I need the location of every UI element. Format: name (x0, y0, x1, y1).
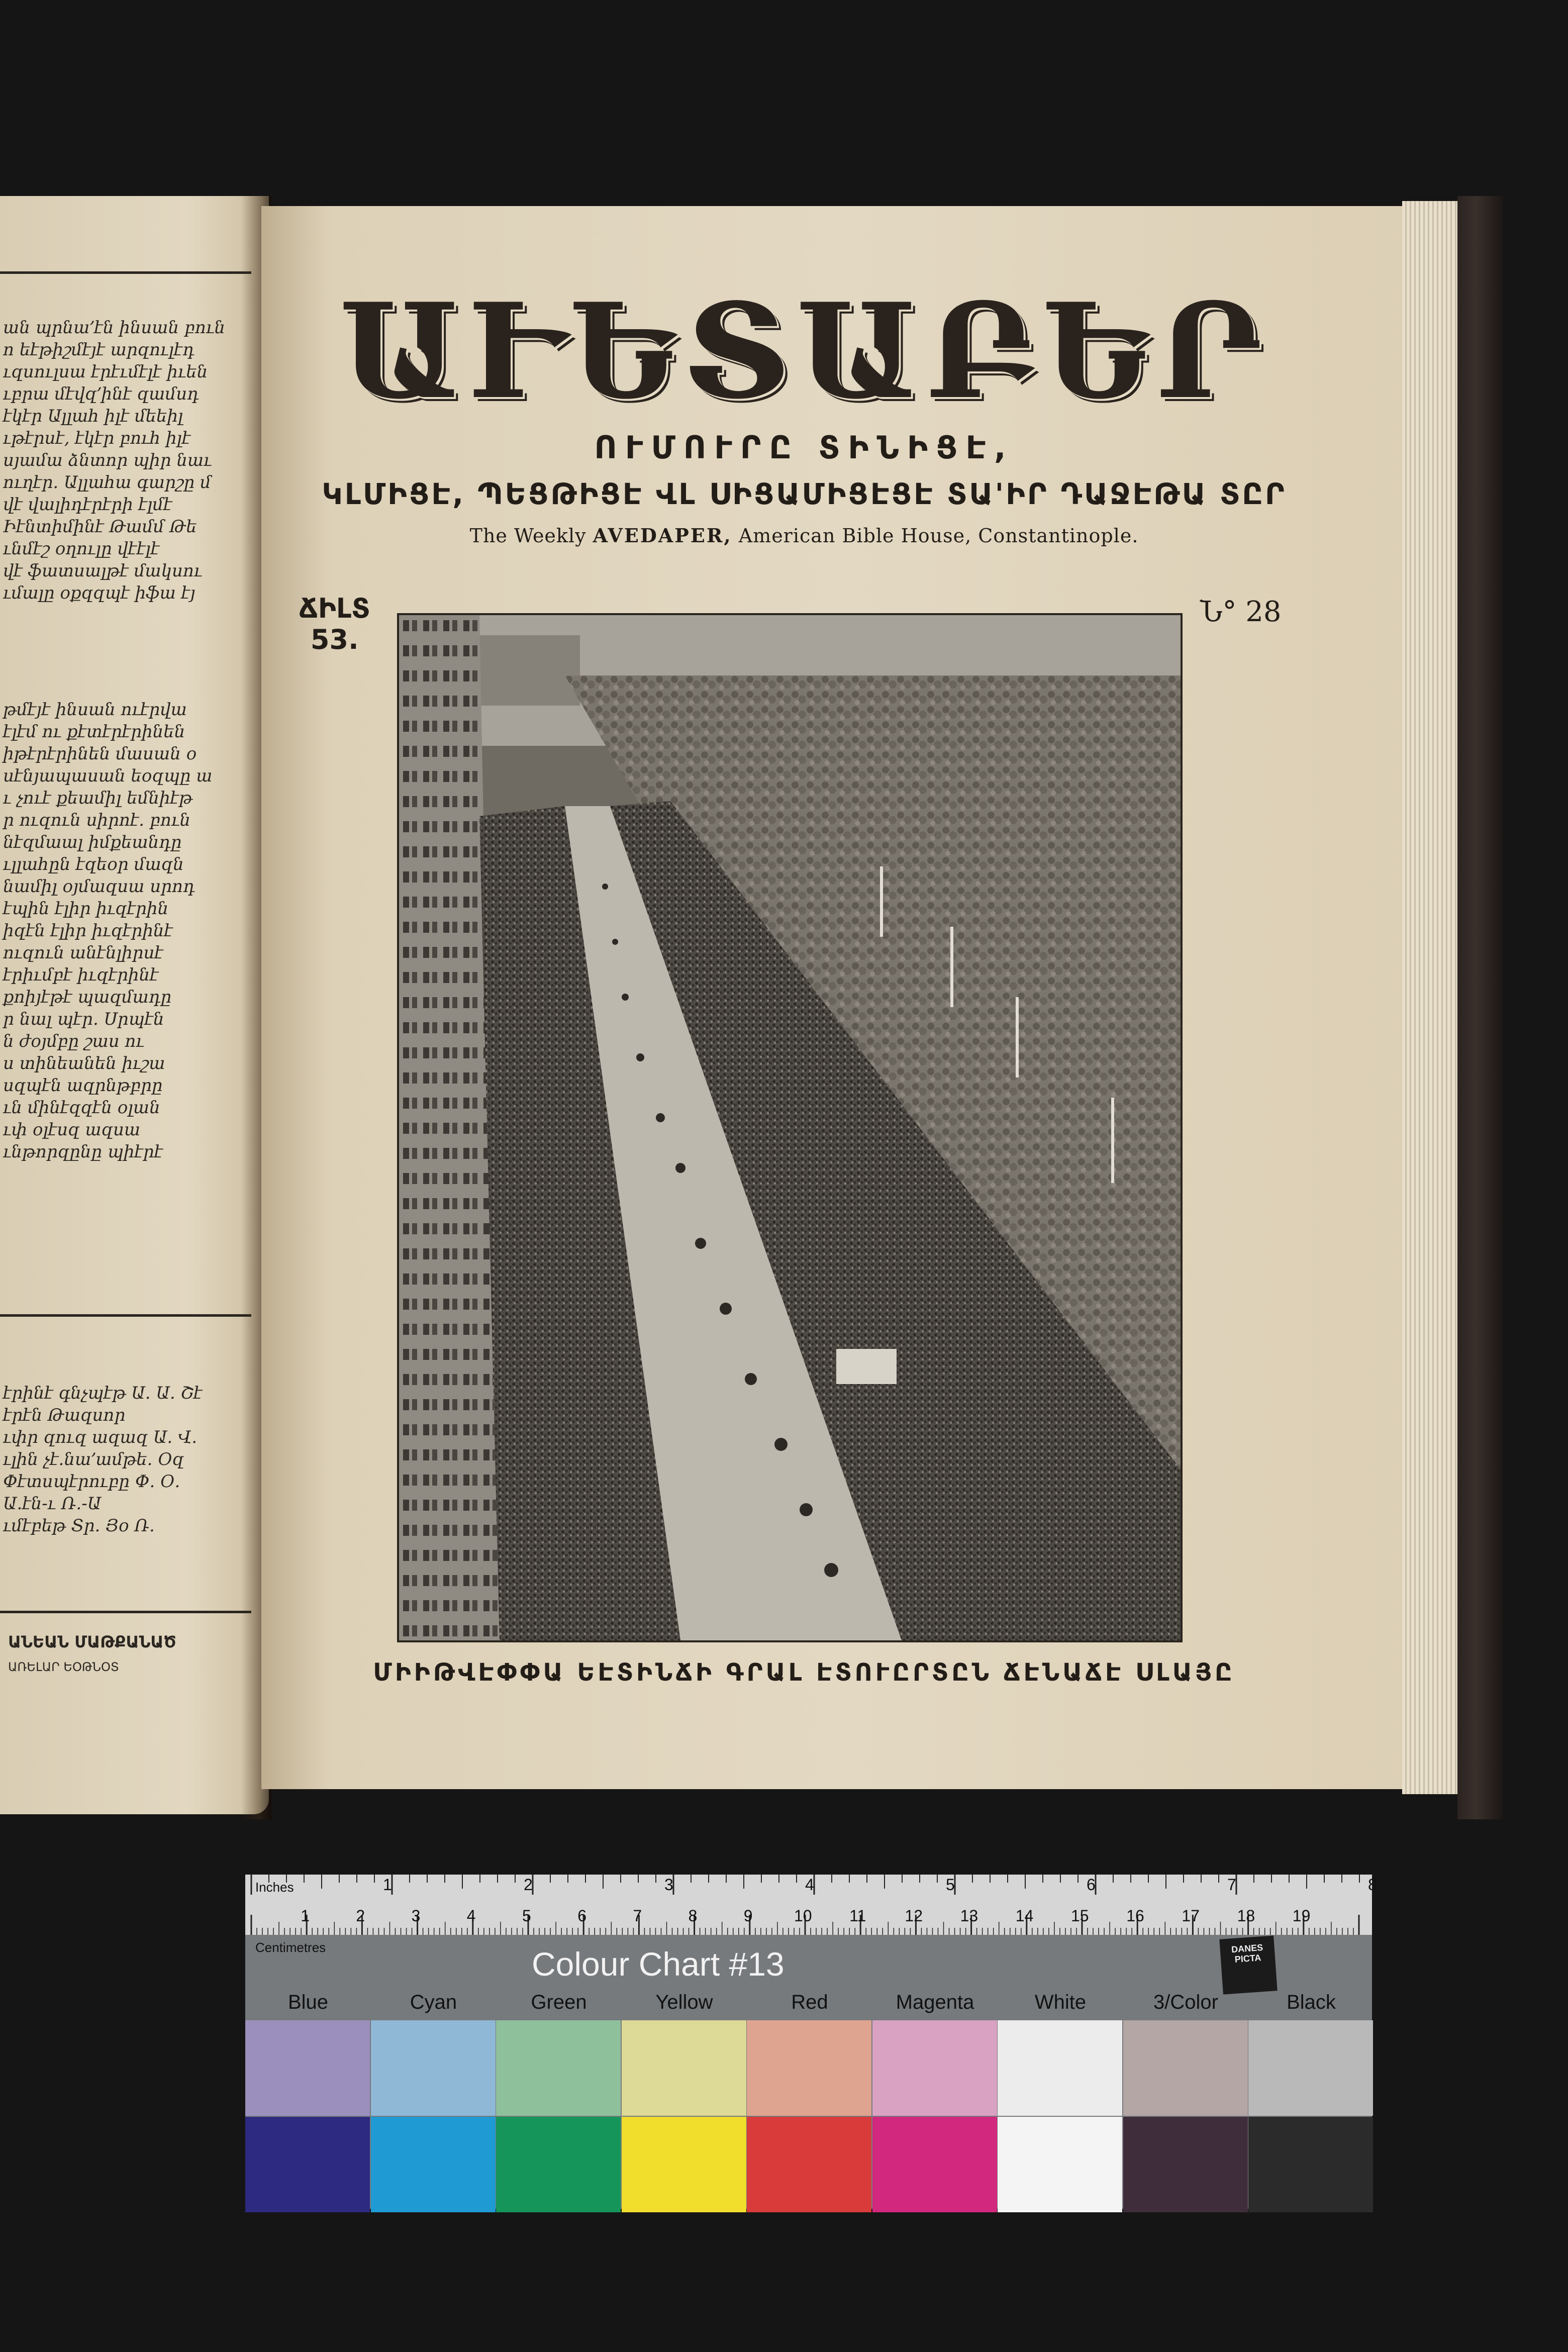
photo-caption: ՄԻԻԹՎԷՓՓԱ ԵԷՏԻՆՃԻ ԳՐԱԼ ԷՏՈՒԸՐՏԸՆ ՃԷՆԱՃԷ ՍԼԱՅԸ (373, 1658, 1235, 1687)
swatch-label-white: White (1034, 1991, 1087, 2013)
ruler-cm-number: 12 (905, 1907, 923, 1925)
left-page-text-line: էկէր Ալլահ իլէ մեեիլ (3, 406, 183, 426)
colour-chart-title: Colour Chart #13 (532, 1945, 785, 1983)
left-page-text-line: էրինէ գնչպէթ Ա. Ա. Շէ (3, 1383, 203, 1403)
left-page-text-line: իզէն էլիր իւզէրինէ (3, 921, 173, 941)
left-page-rule (0, 271, 251, 274)
swatch-label-black: Black (1287, 1991, 1336, 2013)
swatch-label-3-color: 3/Color (1153, 1991, 1218, 2013)
swatch-labels (245, 1991, 1372, 2016)
left-page-text-line: Իէնտիմինէ Թամմ Թե (3, 517, 197, 537)
ruler-cm-number: 8 (688, 1907, 698, 1925)
left-page-rule (0, 1314, 251, 1317)
ruler-cm-number: 4 (466, 1907, 476, 1925)
left-page-footer-heading: ԱՆԵԱՆ ՄԱԹՔԱՆԱԾ (8, 1632, 176, 1651)
ruler-cm-number: 10 (794, 1907, 812, 1925)
masthead (302, 275, 1307, 547)
left-page-text-line: ո եէթիշմէյէ արզուլէդ (3, 340, 194, 360)
left-page-text-line: ն ժօյմբը շաս ու (3, 1031, 144, 1051)
left-page-text-line: ւնմէշ օղուլը վէէլէ (3, 539, 160, 559)
swatch-tint (1123, 2020, 1248, 2116)
volume-word: ՃԻԼՏ (299, 593, 370, 624)
ruler-cm-number: 16 (1126, 1907, 1144, 1925)
procession-photo-drawing (399, 615, 1181, 1640)
masthead-english-suffix: American Bible House, Constantinople. (738, 525, 1139, 547)
left-page-text-line: էրէն Թազսոր (3, 1405, 126, 1425)
masthead-title: ԱՒԵՏԱԲԵՐ (339, 275, 1269, 428)
left-page-text-line: ւն մինէզզէն օլան (3, 1098, 160, 1118)
masthead-english-name: AVEDAPER, (593, 524, 732, 547)
left-page-text-line: ւմէբեթ Տր. Յօ Ռ. (3, 1516, 155, 1536)
ruler-cm-number: 3 (411, 1907, 421, 1925)
left-page-text-line: նէզմաալ իմքեանդը (3, 832, 182, 852)
ruler-inch-number: 4 (805, 1876, 814, 1894)
left-page-text-line: ւփր զուզ ազազ Ա. Վ. (3, 1427, 198, 1447)
left-page-text-line: վէ վալիդէրէրի էլմէ (3, 495, 172, 515)
left-page-text-line: ւ չուէ քեամիլ եմնիէթ (3, 788, 192, 808)
left-page (0, 196, 269, 1814)
left-page-text-line: ս տինեանեն իւշա (3, 1053, 165, 1073)
swatch-solid (496, 2117, 621, 2212)
ruler-inch-number: 2 (524, 1876, 533, 1894)
ruler-cm-number: 11 (849, 1907, 866, 1925)
ruler-cm-number: 5 (522, 1907, 531, 1925)
ruler-cm-number: 7 (633, 1907, 642, 1925)
swatch-solid (747, 2117, 871, 2212)
swatch-tint (1248, 2020, 1373, 2116)
left-page-text-line: ւզսուլսա էրէւմէլէ իւեն (3, 362, 208, 382)
left-page-text-line: քոիյէթէ պազմադը (3, 987, 172, 1007)
left-page-text-line: սյամա ձնտոր պիր նաւ (3, 450, 212, 470)
ruler-cm-number: 17 (1182, 1907, 1200, 1925)
swatch-tint (872, 2020, 997, 2116)
volume-label (299, 593, 370, 655)
left-page-text-line: ւմալը օքզզպէ իֆա էյ (3, 583, 195, 603)
ruler-inch-number: 3 (664, 1876, 673, 1894)
left-page-text-line: սէնյապասան եօզպը ա (3, 766, 213, 786)
book-spine (1457, 196, 1503, 1819)
ruler-cm-label: Centimetres (255, 1940, 326, 1955)
left-page-text-line: ւթէրսէ, էկէր բուհ իլէ (3, 428, 191, 448)
swatch-label-blue: Blue (287, 1991, 329, 2013)
left-page-text-line: իթէրէրինեն մասան օ (3, 744, 197, 764)
swatch-tint (622, 2020, 746, 2116)
swatch-tint (245, 2020, 370, 2116)
ruler-inch-number: 1 (383, 1876, 392, 1894)
left-page-footer-sub: ԱՌԵԼԱՐ ԵՕԹՆՕՏ (8, 1660, 119, 1674)
left-page-text-line: ւլին չէ.նա՚ամթե. Օզ (3, 1449, 184, 1469)
left-page-text-line: էլէմ ու քէտէրէրինեն (3, 722, 185, 742)
masthead-subtitle-1: ՈՒՄՈՒՐԸ ՏԻՆԻՑԷ, (594, 429, 1014, 466)
ruler-inch-number: 6 (1087, 1876, 1096, 1894)
left-page-text-line: ւփ օլէսզ ազսա (3, 1120, 141, 1140)
page-edges (1402, 201, 1462, 1794)
ruler-cm-number: 13 (960, 1907, 978, 1925)
left-page-rule (0, 1611, 251, 1613)
swatch-tint (371, 2020, 496, 2116)
left-page-text-line: ւբրա մէվզ՚ինէ զամսդ (3, 384, 199, 404)
swatch-tint (998, 2020, 1122, 2116)
left-page-text-middle (0, 699, 254, 1163)
left-page-text-line: ր ուզուն սիրոէ. բուն (3, 810, 191, 830)
left-page-text-top (0, 317, 254, 604)
swatch-label-cyan: Cyan (410, 1991, 457, 2013)
masthead-english-prefix: The Weekly (469, 525, 586, 547)
ruler-cm-number: 2 (356, 1907, 365, 1925)
masthead-subtitle-2: ԿԼՄԻՑԷ, ՊԵՑԹԻՑԷ ՎԼ ՍԻՑԱՄԻՑԷՑԷ ՏԱ'ԻՐ ԴԱՋԷԹԱ ՏԸՐ (322, 477, 1287, 511)
left-page-text-line: ւլլահըն էզեօր մազն (3, 854, 184, 874)
ruler-cm-number: 19 (1292, 1907, 1311, 1925)
ruler-cm-number: 18 (1237, 1907, 1255, 1925)
swatch-label-yellow: Yellow (655, 1991, 713, 2013)
swatch-label-green: Green (531, 1991, 587, 2013)
ruler-cm-number: 1 (301, 1907, 310, 1925)
swatch-solid (998, 2117, 1122, 2212)
ruler-cm-number: 15 (1071, 1907, 1089, 1925)
left-page-text-line: ան պրնա՚էն ինսան բուն (3, 318, 226, 338)
left-page-text-line: սզպէն ազրնթբրը (3, 1075, 163, 1096)
left-page-text-line: էրիւմբէ իւզէրինէ (3, 965, 159, 985)
swatch-solid (1248, 2117, 1373, 2212)
left-page-text-line: թմէյէ ինսան ուէրվա (3, 700, 187, 720)
swatch-solid (872, 2117, 997, 2212)
ruler-inch-number: 8 (1368, 1876, 1377, 1894)
ruler-cm-number: 14 (1015, 1907, 1034, 1925)
volume-number: 53. (310, 624, 359, 655)
procession-photo (397, 613, 1183, 1642)
left-page-text-line: ուղէր. Ալլահա գարշը մ (3, 472, 211, 493)
issue-number: Ն° 28 (1200, 596, 1282, 628)
left-page-text-line: ւնթորզընը պիէրէ (3, 1142, 163, 1162)
left-page-text-line: նամիլ օյմազսա սրոդ (3, 876, 195, 897)
swatch-tint (496, 2020, 621, 2116)
swatch-solid (371, 2117, 496, 2212)
ruler-inch-number: 7 (1227, 1876, 1236, 1894)
colour-chart (245, 1875, 1377, 2209)
ruler-cm-number: 6 (577, 1907, 586, 1925)
left-page-text-line: վէ ֆատսալթէ մակսու (3, 561, 203, 581)
ruler-cm-number: 9 (743, 1907, 753, 1925)
swatch-solid (1123, 2117, 1248, 2212)
swatch-tint (747, 2020, 871, 2116)
danes-picta-logo: DANES PICTA (1219, 1935, 1277, 1994)
swatch-solid (245, 2117, 370, 2212)
left-page-text-bottom (0, 1382, 254, 1537)
ruler-inch-number: 5 (946, 1876, 955, 1894)
left-page-text-line: Փէտսպէրուբը Փ. Օ. (3, 1472, 180, 1492)
masthead-english (302, 524, 1307, 547)
left-page-text-line: Ա.էն-ւ Ռ.-Ա (3, 1494, 102, 1514)
swatch-solid (622, 2117, 746, 2212)
swatch-label-magenta: Magenta (896, 1991, 974, 2013)
left-page-text-line: ուզուն անէնլիրսէ (3, 943, 163, 963)
ruler-inches-label: Inches (255, 1880, 294, 1895)
swatch-label-red: Red (791, 1991, 828, 2013)
left-page-text-line: էպին էլիր իւզէրին (3, 899, 169, 919)
left-page-text-line: ր նալ պէր. Սրպէն (3, 1009, 164, 1029)
